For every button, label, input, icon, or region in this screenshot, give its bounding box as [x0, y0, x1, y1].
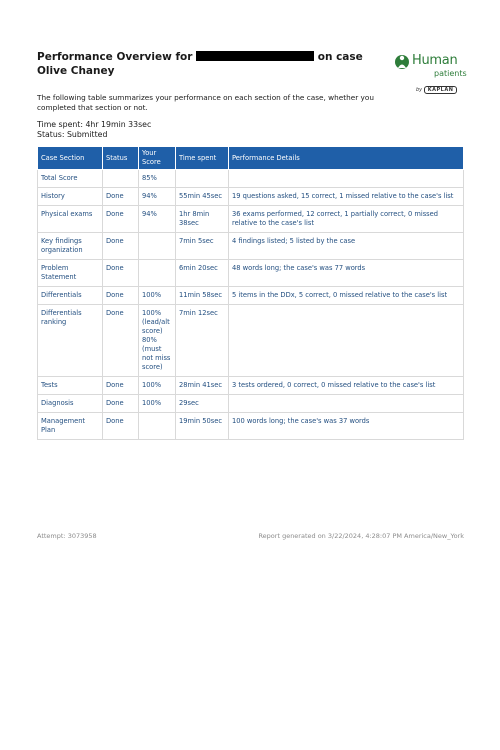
- cell-performance-details: [229, 395, 464, 413]
- cell-your-score: [139, 233, 176, 260]
- cell-time-spent: 29sec: [176, 395, 229, 413]
- cell-status: Done: [103, 287, 139, 305]
- cell-performance-details: [229, 170, 464, 188]
- table-row: [38, 260, 464, 287]
- logo-by: by: [416, 87, 423, 93]
- cell-time-spent: 7min 12sec: [176, 305, 229, 377]
- logo-kaplan-text: KAPLAN: [424, 86, 458, 94]
- human-logo-mark-icon: [394, 53, 410, 71]
- performance-table: [37, 146, 464, 440]
- summary-text: The following table summarizes your performance on each section of the case, whether you completed that section or not.: [37, 93, 374, 112]
- cell-case-section: Differentials: [38, 287, 103, 305]
- column-header-time-spent: Time spent: [176, 147, 229, 170]
- logo-brand: Human: [412, 53, 458, 68]
- table-row: [38, 170, 464, 188]
- table-row: [38, 395, 464, 413]
- human-patients-logo: [394, 53, 467, 103]
- cell-performance-details: 100 words long; the case's was 37 words: [229, 413, 464, 440]
- cell-case-section: Problem Statement: [38, 260, 103, 287]
- table-row: [38, 377, 464, 395]
- cell-time-spent: 11min 58sec: [176, 287, 229, 305]
- cell-your-score: [139, 260, 176, 287]
- title-prefix: Performance Overview for: [37, 51, 193, 63]
- time-spent: Time spent: 4hr 19min 33sec: [37, 120, 152, 129]
- cell-time-spent: 6min 20sec: [176, 260, 229, 287]
- cell-your-score: [139, 413, 176, 440]
- cell-performance-details: 5 items in the DDx, 5 correct, 0 missed relative to the case's list: [229, 287, 464, 305]
- cell-performance-details: 4 findings listed; 5 listed by the case: [229, 233, 464, 260]
- meta-block: [37, 120, 464, 140]
- table-header-row: [38, 147, 464, 170]
- table-row: [38, 206, 464, 233]
- cell-your-score: 94%: [139, 188, 176, 206]
- cell-performance-details: [229, 305, 464, 377]
- cell-time-spent: [176, 170, 229, 188]
- cell-status: Done: [103, 395, 139, 413]
- cell-time-spent: 7min 5sec: [176, 233, 229, 260]
- cell-status: Done: [103, 188, 139, 206]
- report-header: [37, 50, 467, 93]
- table-row: [38, 188, 464, 206]
- cell-case-section: Diagnosis: [38, 395, 103, 413]
- cell-status: Done: [103, 233, 139, 260]
- cell-case-section: Total Score: [38, 170, 103, 188]
- page-title: [37, 50, 387, 78]
- cell-performance-details: 3 tests ordered, 0 correct, 0 missed relative to the case's list: [229, 377, 464, 395]
- cell-status: Done: [103, 206, 139, 233]
- report-page: [37, 50, 467, 540]
- status: Status: Submitted: [37, 130, 108, 139]
- table-row: [38, 287, 464, 305]
- cell-case-section: Physical exams: [38, 206, 103, 233]
- cell-your-score: 100%: [139, 395, 176, 413]
- cell-case-section: History: [38, 188, 103, 206]
- table-row: [38, 305, 464, 377]
- cell-your-score: 85%: [139, 170, 176, 188]
- logo-sub: patients: [434, 69, 467, 78]
- cell-your-score: 100%: [139, 287, 176, 305]
- title-suffix: on case Olive Chaney: [37, 51, 363, 77]
- cell-performance-details: 48 words long; the case's was 77 words: [229, 260, 464, 287]
- cell-case-section: Differentials ranking: [38, 305, 103, 377]
- cell-status: Done: [103, 260, 139, 287]
- cell-your-score: 94%: [139, 206, 176, 233]
- table-row: [38, 233, 464, 260]
- column-header-case-section: Case Section: [38, 147, 103, 170]
- table-row: [38, 413, 464, 440]
- cell-time-spent: 28min 41sec: [176, 377, 229, 395]
- cell-status: [103, 170, 139, 188]
- cell-your-score: 100% (lead/alt score) 80% (must not miss score): [139, 305, 176, 377]
- cell-time-spent: 19min 50sec: [176, 413, 229, 440]
- table-body: [38, 170, 464, 440]
- cell-status: Done: [103, 305, 139, 377]
- cell-performance-details: 36 exams performed, 12 correct, 1 partially correct, 0 missed relative to the case's list: [229, 206, 464, 233]
- cell-time-spent: 55min 45sec: [176, 188, 229, 206]
- cell-status: Done: [103, 413, 139, 440]
- cell-case-section: Key findings organization: [38, 233, 103, 260]
- cell-status: Done: [103, 377, 139, 395]
- cell-your-score: 100%: [139, 377, 176, 395]
- column-header-status: Status: [103, 147, 139, 170]
- cell-performance-details: 19 questions asked, 15 correct, 1 missed relative to the case's list: [229, 188, 464, 206]
- cell-case-section: Tests: [38, 377, 103, 395]
- cell-case-section: Management Plan: [38, 413, 103, 440]
- report-footer: [37, 532, 464, 540]
- generated-timestamp: Report generated on 3/22/2024, 4:28:07 PM America/New_York: [258, 532, 464, 540]
- cell-time-spent: 1hr 8min 38sec: [176, 206, 229, 233]
- column-header-your-score: Your Score: [139, 147, 176, 170]
- column-header-performance-details: Performance Details: [229, 147, 464, 170]
- redacted-name: [196, 51, 314, 61]
- attempt-id: Attempt: 3073958: [37, 532, 97, 540]
- logo-kaplan: [416, 86, 457, 94]
